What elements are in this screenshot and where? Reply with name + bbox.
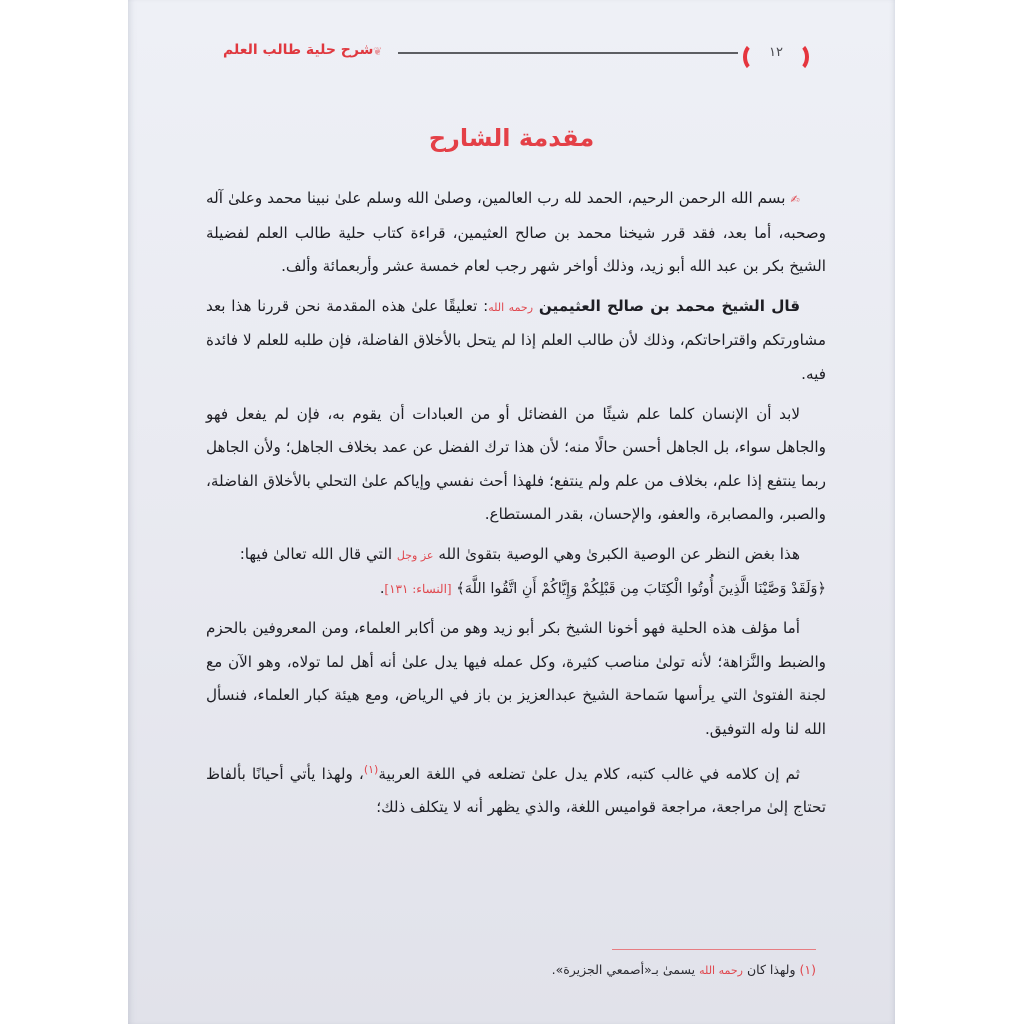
quran-verse xyxy=(206,573,826,607)
paragraph xyxy=(206,538,826,606)
honorific-glyph: عز وجل xyxy=(396,548,434,562)
paragraph-text: لابد أن الإنسان كلما علم شيئًا من الفضائل أو من العبادات أن يقوم به، فإن لم يفعل فهو والجاهل سواء، بل الجاهل أحسن حالًا منه؛ لأن هذا ترك الفضل عن عمد بخلاف الجاهل؛ ولأن الجاهل ربما ينتفع إذا علم، بخلاف من علم ولم ينتفع؛ فلهذا أحث نفسي وإياكم علىٰ التحلي بالأخلاق الفاضلة، والصبر، والمصابرة، والعفو، والإحسان، بقدر المستطاع. xyxy=(206,404,826,524)
footnote-text: يسمىٰ بـ«أصمعي الجزيرة». xyxy=(551,962,696,977)
chapter-title: مقدمة الشارح xyxy=(428,124,595,152)
paragraph-text: : تعليقًا علىٰ هذه المقدمة نحن قررنا هذا بعد مشاورتكم واقتراحاتكم، وذلك لأن طالب العلم إذا لم يتحل بالأخلاق الفاضلة، فإن طلبه للعلم لا فائدة فيه. xyxy=(206,296,826,383)
bracket-right-icon xyxy=(785,42,809,72)
paragraph-text: هذا بغض النظر عن الوصية الكبرىٰ وهي الوصية بتقوىٰ الله xyxy=(438,544,800,563)
running-title: شرح حلية طالب العلم xyxy=(223,42,374,58)
footnote-reference[interactable]: (١) xyxy=(363,762,379,776)
header-rule xyxy=(398,52,738,54)
ornament-icon: ❦ xyxy=(373,46,383,58)
verse-end: . xyxy=(379,580,385,597)
verse-text: ﴿وَلَقَدْ وَصَّيْنَا الَّذِينَ أُوتُوا الْكِتَابَ مِن قَبْلِكُمْ وَإِيَّاكُمْ أَنِ اتَّقُوا اللَّهَ﴾ xyxy=(456,580,826,597)
book-page xyxy=(128,0,895,1024)
paragraph-text: التي قال الله تعالىٰ فيها: xyxy=(239,544,393,563)
speaker-name: قال الشيخ محمد بن صالح العثيمين xyxy=(538,296,801,315)
paragraph xyxy=(206,182,826,284)
footnote-text: ولهذا كان xyxy=(746,962,796,977)
honorific-glyph: رحمه الله xyxy=(699,964,743,977)
paragraph-text: بسم الله الرحمن الرحيم، الحمد لله رب العالمين، وصلىٰ الله وسلم علىٰ نبينا محمد وعلىٰ آله وصحبه، أما بعد، فقد قرر شيخنا محمد بن صالح العثيمين، قراءة كتاب حلية طالب العلم لفضيلة الشيخ بكر بن عبد الله أبو زيد، وذلك أواخر شهر رجب لعام خمسة عشر وأربعمائة وألف. xyxy=(206,189,826,276)
body-text xyxy=(206,182,826,825)
paragraph xyxy=(206,753,826,825)
footnote-number: (١) xyxy=(799,962,816,977)
paragraph-text: ، ولهذا يأتي أحيانًا بألفاظ تحتاج إلىٰ مراجعة، مراجعة قواميس اللغة، والذي يظهر أنه لا يتكلف ذلك؛ xyxy=(206,764,826,817)
verse-citation: [النساء: ١٣١] xyxy=(384,581,452,596)
footnote-rule xyxy=(612,949,816,950)
page-number: ١٢ xyxy=(769,45,783,60)
paragraph xyxy=(206,398,826,532)
footnote xyxy=(328,962,816,977)
paragraph xyxy=(206,290,826,392)
page-number-badge xyxy=(741,38,811,68)
honorific-glyph: رحمه الله xyxy=(488,300,534,314)
paragraph-text: ثم إن كلامه في غالب كتبه، كلام يدل علىٰ تضلعه في اللغة العربية xyxy=(378,764,800,783)
paragraph xyxy=(206,612,826,746)
quill-icon: ✍ xyxy=(790,193,801,206)
paragraph-text: أما مؤلف هذه الحلية فهو أخونا الشيخ بكر أبو زيد وهو من أكابر العلماء، ومن المعروفين بالحزم والضبط والنَّزاهة؛ لأنه تولىٰ مناصب كثيرة، وكل عمله فيها يدل علىٰ أنه أهل لما تولاه، وهو الآن مع لجنة الفتوىٰ التي يرأسها سَماحة الشيخ عبدالعزيز بن باز في الرياض، ومع هيئة كبار العلماء، فنسأل الله لنا وله التوفيق. xyxy=(206,619,826,738)
page-header xyxy=(223,38,815,78)
